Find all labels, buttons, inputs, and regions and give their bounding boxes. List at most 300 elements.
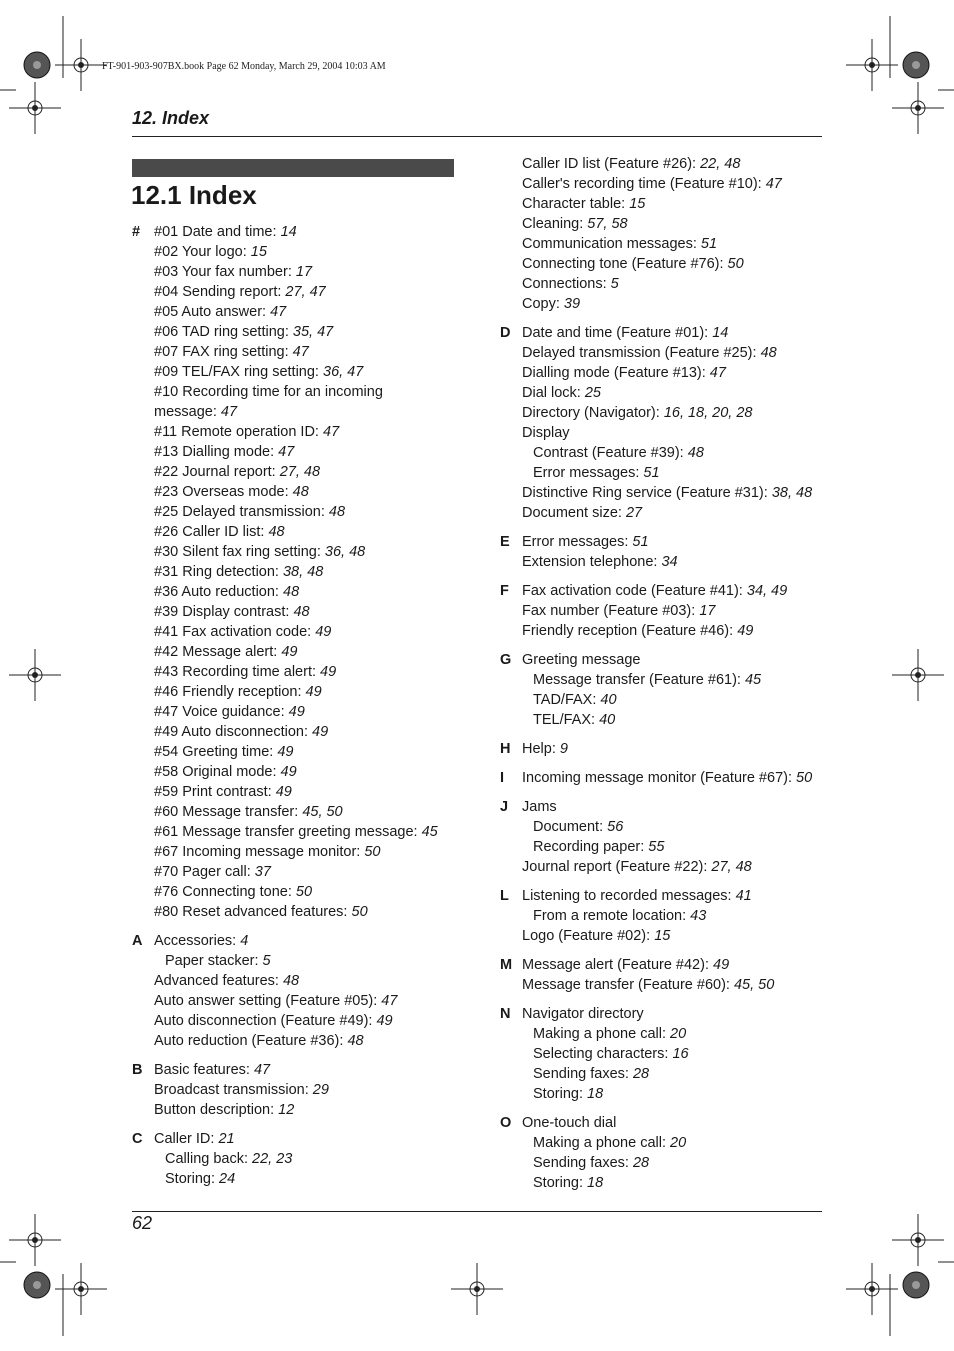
- entry-page-refs: 50: [351, 904, 368, 920]
- entry-term: Character table:: [522, 196, 630, 212]
- index-entry: [154, 802, 462, 822]
- index-entry: [522, 955, 830, 975]
- index-entry: [522, 906, 830, 926]
- entry-term: Fax activation code (Feature #41):: [522, 583, 747, 599]
- chapter-title: 12. Index: [132, 108, 210, 128]
- entry-page-refs: 36, 48: [324, 544, 366, 560]
- entry-page-refs: 28: [632, 1155, 650, 1171]
- entry-term: Auto answer setting (Feature #05):: [154, 993, 382, 1009]
- index-entry: [522, 621, 830, 641]
- entry-page-refs: 49: [376, 1013, 393, 1029]
- entry-page-refs: 14: [712, 325, 729, 341]
- print-header: FT-901-903-907BX.book Page 62 Monday, March 29, 2004 10:03 AM: [102, 61, 386, 72]
- entry-term: Listening to recorded messages:: [522, 888, 736, 904]
- index-letter: M: [500, 957, 513, 973]
- entry-page-refs: 50: [796, 770, 813, 786]
- entry-term: Connecting tone (Feature #76):: [522, 256, 728, 272]
- entry-term: Date and time (Feature #01):: [522, 325, 713, 341]
- index-entry: [154, 742, 462, 762]
- index-letter: B: [132, 1062, 143, 1078]
- entry-page-refs: 45: [744, 672, 762, 688]
- index-letter: A: [132, 933, 143, 949]
- entry-page-refs: 49: [288, 704, 305, 720]
- entry-term: #43 Recording time alert:: [154, 664, 321, 680]
- entry-term: #10 Recording time for an incoming message:: [154, 384, 383, 420]
- entry-page-refs: 55: [648, 839, 665, 855]
- index-letter: I: [500, 770, 505, 786]
- entry-page-refs: 49: [280, 764, 297, 780]
- entry-page-refs: 51: [632, 534, 649, 550]
- index-group: [500, 1113, 830, 1193]
- index-entry: [154, 1080, 462, 1100]
- index-entry: [154, 682, 462, 702]
- entry-page-refs: 48: [292, 484, 309, 500]
- entry-term: Logo (Feature #02):: [522, 928, 655, 944]
- entry-page-refs: 40: [599, 712, 616, 728]
- entry-term: #39 Display contrast:: [154, 604, 294, 620]
- index-entry: [522, 817, 830, 837]
- entry-page-refs: 48: [282, 973, 300, 989]
- index-entry: [154, 522, 462, 542]
- entry-page-refs: 4: [240, 933, 249, 949]
- color-rosette-icon: [24, 1272, 50, 1298]
- index-entry: [154, 1169, 462, 1189]
- entry-page-refs: 16, 18, 20, 28: [663, 405, 753, 421]
- color-rosette-icon: [903, 52, 929, 78]
- entry-term: Auto reduction (Feature #36):: [154, 1033, 348, 1049]
- entry-term: #31 Ring detection:: [154, 564, 283, 580]
- entry-term: #46 Friendly reception:: [154, 684, 306, 700]
- entry-term: Document:: [533, 819, 608, 835]
- entry-page-refs: 17: [295, 264, 313, 280]
- index-column-left: [132, 222, 462, 1198]
- index-entry: [154, 842, 462, 862]
- entry-term: TAD/FAX:: [533, 692, 601, 708]
- entry-term: #41 Fax activation code:: [154, 624, 316, 640]
- entry-term: #36 Auto reduction:: [154, 584, 283, 600]
- index-entry: [154, 602, 462, 622]
- index-entry: [154, 1129, 462, 1149]
- entry-page-refs: 47: [323, 424, 340, 440]
- index-entry: [154, 762, 462, 782]
- index-group: [500, 1004, 830, 1104]
- index-entry: [154, 382, 424, 422]
- entry-term: #42 Message alert:: [154, 644, 282, 660]
- entry-page-refs: 38, 48: [771, 485, 813, 501]
- index-entry: [154, 662, 462, 682]
- entry-term: Incoming message monitor (Feature #67):: [522, 770, 797, 786]
- entry-page-refs: 15: [654, 928, 671, 944]
- entry-term: Greeting message: [522, 652, 641, 668]
- index-entry: [154, 542, 462, 562]
- index-entry: [522, 837, 830, 857]
- entry-page-refs: 5: [262, 953, 271, 969]
- index-entry: [522, 254, 830, 274]
- index-group: [500, 323, 830, 523]
- entry-term: Storing:: [533, 1175, 587, 1191]
- index-entry: [154, 1149, 462, 1169]
- entry-term: #60 Message transfer:: [154, 804, 303, 820]
- entry-term: #25 Delayed transmission:: [154, 504, 329, 520]
- entry-term: #07 FAX ring setting:: [154, 344, 293, 360]
- entry-page-refs: 15: [629, 196, 646, 212]
- entry-page-refs: 49: [277, 744, 294, 760]
- entry-term: TEL/FAX:: [533, 712, 600, 728]
- index-entry: [154, 951, 462, 971]
- index-letter: D: [500, 325, 511, 341]
- entry-page-refs: 47: [278, 444, 295, 460]
- entry-term: #70 Pager call:: [154, 864, 255, 880]
- entry-page-refs: 27, 47: [285, 284, 326, 300]
- index-entry: [154, 1100, 462, 1120]
- entry-term: Selecting characters:: [533, 1046, 673, 1062]
- index-entry: [154, 622, 462, 642]
- index-entry: [522, 323, 830, 343]
- index-entry: [154, 702, 462, 722]
- index-entry: [522, 383, 830, 403]
- crosshair-mark-icon: [9, 82, 61, 134]
- entry-term: Navigator directory: [522, 1006, 644, 1022]
- entry-page-refs: 47: [270, 304, 287, 320]
- index-entry: [522, 532, 830, 552]
- index-group: [500, 797, 830, 877]
- entry-page-refs: 35, 47: [292, 324, 334, 340]
- crosshair-mark-icon: [9, 649, 61, 701]
- entry-term: Broadcast transmission:: [154, 1082, 313, 1098]
- index-letter: #: [132, 224, 141, 240]
- entry-page-refs: 45: [421, 824, 438, 840]
- entry-page-refs: 18: [587, 1175, 604, 1191]
- entry-page-refs: 48: [283, 584, 300, 600]
- index-entry: [522, 1064, 830, 1084]
- entry-term: #03 Your fax number:: [154, 264, 296, 280]
- index-entry: [522, 690, 830, 710]
- section-heading-bar: [132, 159, 454, 177]
- index-entry: [522, 423, 830, 443]
- index-group: [500, 581, 830, 641]
- index-entry: [154, 882, 462, 902]
- entry-page-refs: 5: [610, 276, 619, 292]
- entry-term: #09 TEL/FAX ring setting:: [154, 364, 323, 380]
- index-entry: [154, 482, 462, 502]
- index-entry: [522, 1044, 830, 1064]
- entry-page-refs: 48: [328, 504, 346, 520]
- entry-term: #04 Sending report:: [154, 284, 286, 300]
- entry-page-refs: 47: [292, 344, 309, 360]
- entry-term: Error messages:: [533, 465, 644, 481]
- entry-term: Communication messages:: [522, 236, 701, 252]
- entry-page-refs: 37: [254, 864, 271, 880]
- entry-page-refs: 50: [295, 884, 313, 900]
- entry-term: Extension telephone:: [522, 554, 662, 570]
- index-entry: [522, 503, 830, 523]
- index-entry: [154, 562, 462, 582]
- index-group: [500, 886, 830, 946]
- entry-page-refs: 47: [381, 993, 398, 1009]
- entry-term: #22 Journal report:: [154, 464, 280, 480]
- index-entry: [154, 302, 462, 322]
- entry-term: Storing:: [165, 1171, 219, 1187]
- entry-page-refs: 49: [275, 784, 292, 800]
- entry-term: Advanced features:: [154, 973, 283, 989]
- index-entry: [522, 797, 830, 817]
- index-entry: [522, 650, 830, 670]
- index-letter: E: [500, 534, 510, 550]
- entry-term: #30 Silent fax ring setting:: [154, 544, 325, 560]
- index-letter: J: [500, 799, 509, 815]
- entry-page-refs: 48: [347, 1033, 364, 1049]
- entry-page-refs: 45, 50: [733, 977, 775, 993]
- entry-page-refs: 49: [312, 724, 329, 740]
- entry-term: Delayed transmission (Feature #25):: [522, 345, 761, 361]
- entry-term: One-touch dial: [522, 1115, 617, 1131]
- entry-term: Copy:: [522, 296, 564, 312]
- index-column-right: [500, 154, 830, 1202]
- index-entry: [522, 274, 830, 294]
- entry-term: #59 Print contrast:: [154, 784, 276, 800]
- index-group: [500, 154, 830, 314]
- entry-term: Accessories:: [154, 933, 241, 949]
- index-entry: [154, 642, 462, 662]
- entry-term: #76 Connecting tone:: [154, 884, 296, 900]
- entry-term: #80 Reset advanced features:: [154, 904, 352, 920]
- entry-term: Dialling mode (Feature #13):: [522, 365, 710, 381]
- index-entry: [154, 502, 462, 522]
- entry-term: #58 Original mode:: [154, 764, 281, 780]
- entry-term: Directory (Navigator):: [522, 405, 664, 421]
- index-entry: [522, 768, 830, 788]
- entry-term: #11 Remote operation ID:: [154, 424, 323, 440]
- page-number: 62: [132, 1213, 153, 1233]
- entry-page-refs: 48: [268, 524, 285, 540]
- color-rosette-icon: [24, 52, 50, 78]
- index-letter: L: [500, 888, 509, 904]
- index-entry: [154, 322, 462, 342]
- index-group: [500, 955, 830, 995]
- index-entry: [522, 1084, 830, 1104]
- entry-term: #61 Message transfer greeting message:: [154, 824, 422, 840]
- entry-term: Caller ID list (Feature #26):: [522, 156, 701, 172]
- entry-term: Button description:: [154, 1102, 279, 1118]
- index-entry: [154, 422, 462, 442]
- entry-page-refs: 9: [559, 741, 568, 757]
- index-entry: [154, 1060, 462, 1080]
- index-entry: [522, 483, 830, 503]
- entry-term: Document size:: [522, 505, 626, 521]
- entry-page-refs: 49: [281, 644, 298, 660]
- index-group: [132, 1129, 462, 1189]
- index-letter: G: [500, 652, 512, 668]
- index-group: [500, 739, 830, 759]
- entry-page-refs: 48: [687, 445, 704, 461]
- entry-page-refs: 57, 58: [587, 216, 628, 232]
- entry-page-refs: 51: [700, 236, 718, 252]
- index-entry: [522, 670, 830, 690]
- entry-page-refs: 12: [278, 1102, 295, 1118]
- entry-term: #02 Your logo:: [154, 244, 251, 260]
- entry-term: Storing:: [533, 1086, 587, 1102]
- entry-term: Calling back:: [165, 1151, 253, 1167]
- index-entry: [522, 1004, 830, 1024]
- entry-term: From a remote location:: [533, 908, 691, 924]
- entry-term: #49 Auto disconnection:: [154, 724, 313, 740]
- entry-page-refs: 41: [735, 888, 752, 904]
- index-entry: [522, 214, 830, 234]
- entry-term: #06 TAD ring setting:: [154, 324, 293, 340]
- index-entry: [522, 363, 830, 383]
- entry-page-refs: 40: [600, 692, 617, 708]
- entry-term: #01 Date and time:: [154, 224, 281, 240]
- header-rule: [132, 136, 822, 137]
- entry-page-refs: 34: [661, 554, 678, 570]
- index-entry: [522, 194, 830, 214]
- entry-page-refs: 47: [253, 1062, 271, 1078]
- index-entry: [154, 722, 462, 742]
- entry-page-refs: 16: [672, 1046, 689, 1062]
- section-title: 12.1 Index: [131, 180, 257, 210]
- entry-term: Making a phone call:: [533, 1135, 671, 1151]
- entry-term: Contrast (Feature #39):: [533, 445, 688, 461]
- index-entry: [522, 710, 830, 730]
- entry-term: #05 Auto answer:: [154, 304, 271, 320]
- index-entry: [154, 362, 462, 382]
- index-group: [132, 222, 462, 922]
- index-entry: [154, 782, 462, 802]
- entry-page-refs: 17: [699, 603, 716, 619]
- index-entry: [154, 931, 462, 951]
- index-entry: [154, 862, 462, 882]
- index-entry: [522, 234, 830, 254]
- index-entry: [154, 442, 462, 462]
- index-letter: F: [500, 583, 509, 599]
- entry-page-refs: 48: [760, 345, 777, 361]
- index-entry: [522, 403, 830, 423]
- index-entry: [522, 343, 830, 363]
- index-letter: C: [132, 1131, 143, 1147]
- entry-page-refs: 47: [709, 365, 726, 381]
- entry-page-refs: 48: [293, 604, 310, 620]
- index-entry: [154, 242, 462, 262]
- entry-term: #67 Incoming message monitor:: [154, 844, 365, 860]
- entry-term: Caller ID:: [154, 1131, 219, 1147]
- index-group: [500, 768, 830, 788]
- entry-term: Message transfer (Feature #60):: [522, 977, 734, 993]
- index-group: [132, 931, 462, 1051]
- index-entry: [154, 262, 462, 282]
- index-entry: [522, 294, 830, 314]
- entry-term: Fax number (Feature #03):: [522, 603, 700, 619]
- entry-term: #47 Voice guidance:: [154, 704, 289, 720]
- entry-page-refs: 36, 47: [323, 364, 364, 380]
- entry-term: Journal report (Feature #22):: [522, 859, 712, 875]
- index-entry: [154, 902, 462, 922]
- index-entry: [154, 991, 462, 1011]
- index-entry: [154, 1031, 462, 1051]
- index-letter: O: [500, 1115, 512, 1131]
- entry-page-refs: 39: [563, 296, 581, 312]
- index-group: [500, 532, 830, 572]
- index-entry: [522, 886, 830, 906]
- entry-page-refs: 27, 48: [279, 464, 321, 480]
- entry-page-refs: 49: [713, 957, 730, 973]
- entry-page-refs: 49: [320, 664, 337, 680]
- entry-page-refs: 51: [643, 465, 660, 481]
- index-entry: [522, 174, 830, 194]
- index-entry: [522, 857, 830, 877]
- index-entry: [154, 282, 462, 302]
- index-entry: [522, 1024, 830, 1044]
- index-entry: [522, 739, 830, 759]
- entry-page-refs: 21: [218, 1131, 235, 1147]
- index-letter: [500, 154, 522, 314]
- entry-term: Help:: [522, 741, 560, 757]
- index-entry: [522, 601, 830, 621]
- entry-page-refs: 47: [220, 404, 238, 420]
- entry-page-refs: 20: [670, 1026, 687, 1042]
- index-entry: [522, 154, 830, 174]
- entry-page-refs: 25: [584, 385, 601, 401]
- entry-page-refs: 15: [250, 244, 267, 260]
- entry-page-refs: 34, 49: [746, 583, 788, 599]
- entry-term: Caller's recording time (Feature #10):: [522, 176, 766, 192]
- entry-term: #13 Dialling mode:: [154, 444, 279, 460]
- entry-page-refs: 43: [690, 908, 707, 924]
- index-entry: [154, 462, 462, 482]
- entry-page-refs: 20: [670, 1135, 687, 1151]
- entry-page-refs: 50: [364, 844, 381, 860]
- entry-term: Sending faxes:: [533, 1066, 633, 1082]
- entry-term: #23 Overseas mode:: [154, 484, 293, 500]
- entry-term: Basic features:: [154, 1062, 254, 1078]
- entry-term: Auto disconnection (Feature #49):: [154, 1013, 377, 1029]
- entry-term: Paper stacker:: [165, 953, 263, 969]
- crosshair-mark-icon: [892, 82, 944, 134]
- entry-term: Sending faxes:: [533, 1155, 633, 1171]
- index-entry: [522, 1173, 830, 1193]
- entry-term: Message transfer (Feature #61):: [533, 672, 745, 688]
- index-entry: [522, 926, 830, 946]
- entry-term: Making a phone call:: [533, 1026, 671, 1042]
- index-entry: [522, 463, 830, 483]
- index-entry: [522, 552, 830, 572]
- footer-rule: [132, 1211, 822, 1212]
- index-entry: [522, 1113, 830, 1133]
- entry-page-refs: 49: [305, 684, 322, 700]
- index-entry: [154, 342, 462, 362]
- entry-term: Error messages:: [522, 534, 633, 550]
- entry-term: #54 Greeting time:: [154, 744, 278, 760]
- entry-page-refs: 45, 50: [302, 804, 343, 820]
- entry-page-refs: 29: [312, 1082, 329, 1098]
- entry-term: Message alert (Feature #42):: [522, 957, 714, 973]
- entry-term: Jams: [522, 799, 557, 815]
- index-entry: [522, 581, 830, 601]
- index-entry: [522, 975, 830, 995]
- crosshair-mark-icon: [9, 1214, 61, 1266]
- crosshair-mark-icon: [451, 1263, 503, 1315]
- entry-term: Friendly reception (Feature #46):: [522, 623, 738, 639]
- entry-term: Connections:: [522, 276, 611, 292]
- index-entry: [154, 822, 462, 842]
- index-entry: [522, 443, 830, 463]
- entry-page-refs: 27, 48: [711, 859, 752, 875]
- index-group: [500, 650, 830, 730]
- entry-page-refs: 24: [219, 1171, 236, 1187]
- index-letter: H: [500, 741, 511, 757]
- entry-term: Display: [522, 425, 570, 441]
- index-group: [132, 1060, 462, 1120]
- entry-page-refs: 49: [315, 624, 332, 640]
